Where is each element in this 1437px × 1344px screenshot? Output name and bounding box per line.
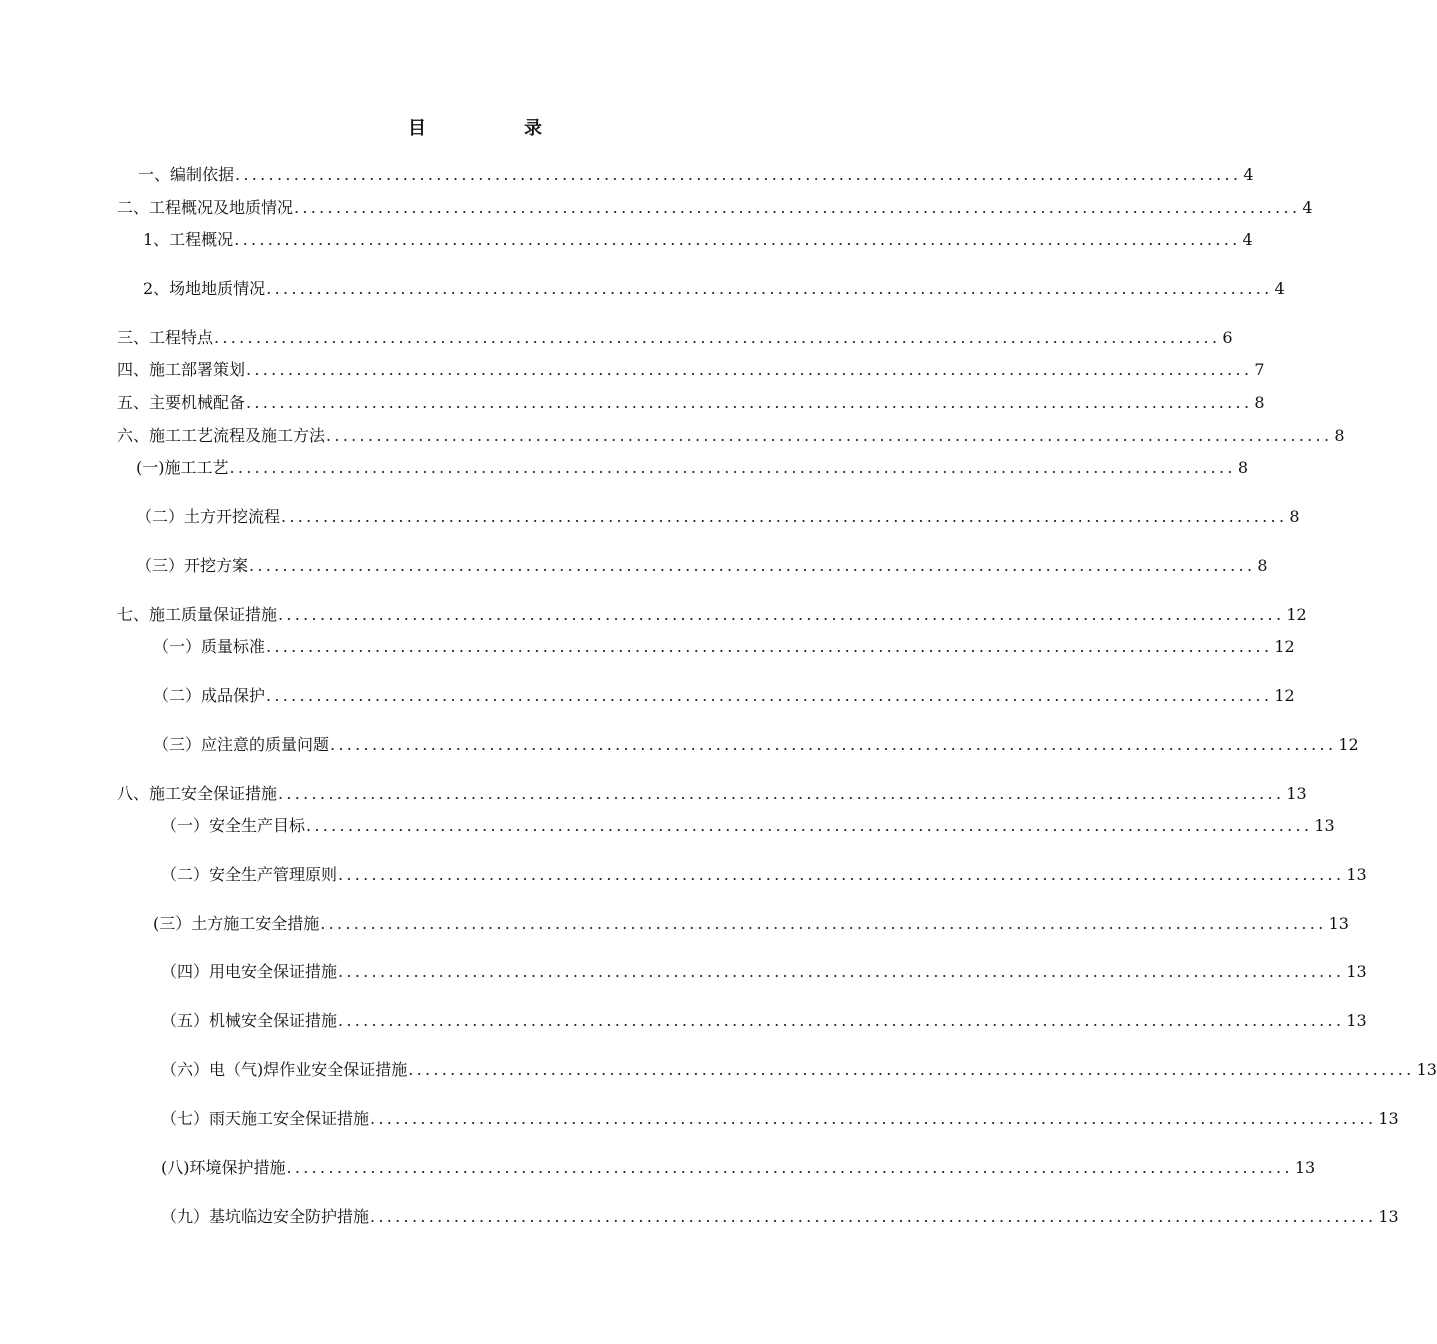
toc-entry-page: 13	[1314, 816, 1335, 835]
toc-entry-page: 13	[1346, 962, 1367, 981]
toc-entry-24[interactable]	[161, 1157, 1316, 1179]
toc-entry-14[interactable]	[153, 685, 1295, 707]
toc-entry-label: （九）基坑临边安全防护措施	[161, 1207, 370, 1226]
dot-leader: ........................................................................................................................	[306, 816, 1313, 835]
dot-leader: ........................................................................................................................	[278, 784, 1285, 803]
toc-entry-25[interactable]	[161, 1206, 1399, 1228]
toc-entry-page: 13	[1286, 784, 1307, 803]
toc-entry-page: 4	[1242, 230, 1253, 249]
toc-entry-4[interactable]	[143, 278, 1285, 300]
toc-entry-page: 8	[1289, 507, 1300, 526]
toc-entry-2[interactable]	[117, 197, 1313, 219]
toc-entry-label: 二、工程概况及地质情况	[117, 198, 294, 217]
dot-leader: ........................................................................................................................	[235, 165, 1242, 184]
toc-entry-page: 8	[1237, 458, 1248, 477]
toc-entry-page: 13	[1328, 914, 1349, 933]
dot-leader: ........................................................................................................................	[408, 1060, 1415, 1079]
toc-entry-5[interactable]	[117, 327, 1233, 349]
toc-entry-label: 1、工程概况	[143, 230, 234, 249]
toc-entry-page: 12	[1274, 637, 1295, 656]
dot-leader: ........................................................................................................................	[370, 1207, 1377, 1226]
toc-entry-16[interactable]	[117, 783, 1307, 805]
toc-entry-13[interactable]	[153, 636, 1295, 658]
toc-entry-page: 13	[1294, 1158, 1316, 1177]
dot-leader: ........................................................................................................................	[234, 230, 1241, 249]
toc-entry-label: 四、施工部署策划	[117, 360, 246, 379]
toc-entry-page: 13	[1416, 1060, 1437, 1079]
toc-entry-20[interactable]	[161, 961, 1367, 983]
toc-entry-page: 4	[1243, 165, 1254, 184]
toc-entry-label: （一）安全生产目标	[161, 816, 306, 835]
toc-entry-label: 六、施工工艺流程及施工方法	[117, 426, 326, 445]
dot-leader: ........................................................................................................................	[249, 556, 1256, 575]
toc-entry-label: （五）机械安全保证措施	[161, 1011, 338, 1030]
dot-leader: ........................................................................................................................	[338, 1011, 1345, 1030]
toc-entry-page: 13	[1378, 1109, 1399, 1128]
dot-leader: ........................................................................................................................	[266, 686, 1273, 705]
toc-entry-label: （一）质量标准	[153, 637, 266, 656]
dot-leader: ........................................................................................................................	[338, 865, 1345, 884]
toc-entry-3[interactable]	[143, 229, 1253, 251]
toc-entry-21[interactable]	[161, 1010, 1367, 1032]
toc-entry-label: 一、编制依据	[138, 165, 235, 184]
toc-entry-label: （六）电（气)焊作业安全保证措施	[161, 1060, 408, 1079]
toc-entry-18[interactable]	[161, 864, 1367, 886]
dot-leader: ........................................................................................................................	[246, 393, 1253, 412]
dot-leader: ........................................................................................................................	[214, 328, 1221, 347]
dot-leader: ........................................................................................................................	[281, 507, 1288, 526]
toc-entry-22[interactable]	[161, 1059, 1437, 1081]
dot-leader: ........................................................................................................................	[246, 360, 1253, 379]
toc-entry-label: 八、施工安全保证措施	[117, 784, 278, 803]
dot-leader: ........................................................................................................................	[330, 735, 1337, 754]
toc-entry-label: （二）成品保护	[153, 686, 266, 705]
toc-entry-page: 12	[1338, 735, 1359, 754]
toc-entry-label: 五、主要机械配备	[117, 393, 246, 412]
dot-leader: ........................................................................................................................	[278, 605, 1285, 624]
toc-entry-page: 13	[1378, 1207, 1399, 1226]
toc-entry-1[interactable]	[138, 164, 1254, 186]
dot-leader: ........................................................................................................................	[320, 914, 1327, 933]
toc-entry-label: （二）土方开挖流程	[136, 507, 281, 526]
dot-leader: ........................................................................................................................	[266, 279, 1273, 298]
toc-entry-label: （二）安全生产管理原则	[161, 865, 338, 884]
toc-entry-label: （三）开挖方案	[136, 556, 249, 575]
toc-entry-page: 8	[1257, 556, 1268, 575]
toc-entry-label: (八)环境保护措施	[161, 1158, 286, 1177]
dot-leader: ........................................................................................................................	[370, 1109, 1377, 1128]
toc-entry-6[interactable]	[117, 359, 1265, 381]
toc-entry-label: (一)施工工艺	[136, 458, 229, 477]
toc-entry-label: 三、工程特点	[117, 328, 214, 347]
toc-entry-8[interactable]	[117, 425, 1345, 447]
dot-leader: ........................................................................................................................	[294, 198, 1301, 217]
page-title: 目 录	[408, 118, 582, 139]
toc-entry-11[interactable]	[136, 555, 1268, 577]
toc-entry-label: 七、施工质量保证措施	[117, 605, 278, 624]
toc-entry-12[interactable]	[117, 604, 1307, 626]
toc-entry-7[interactable]	[117, 392, 1265, 414]
toc-entry-label: （三）应注意的质量问题	[153, 735, 330, 754]
toc-entry-19[interactable]	[153, 913, 1349, 935]
toc-entry-17[interactable]	[161, 815, 1335, 837]
toc-entry-page: 4	[1302, 198, 1313, 217]
toc-entry-page: 13	[1346, 865, 1367, 884]
toc-entry-page: 12	[1274, 686, 1295, 705]
toc-entry-23[interactable]	[161, 1108, 1399, 1130]
toc-entry-page: 8	[1334, 426, 1345, 445]
dot-leader: ........................................................................................................................	[266, 637, 1273, 656]
dot-leader: ........................................................................................................................	[229, 458, 1236, 477]
toc-entry-9[interactable]	[136, 457, 1248, 479]
toc-entry-page: 4	[1274, 279, 1285, 298]
toc-entry-15[interactable]	[153, 734, 1359, 756]
toc-entry-page: 7	[1254, 360, 1265, 379]
dot-leader: ........................................................................................................................	[338, 962, 1345, 981]
toc-entry-label: (三）土方施工安全措施	[153, 914, 320, 933]
toc-entry-page: 13	[1346, 1011, 1367, 1030]
toc-entry-page: 12	[1286, 605, 1307, 624]
toc-entry-label: （四）用电安全保证措施	[161, 962, 338, 981]
toc-entry-label: 2、场地地质情况	[143, 279, 266, 298]
dot-leader: ........................................................................................................................	[286, 1158, 1293, 1177]
toc-entry-10[interactable]	[136, 506, 1300, 528]
toc-entry-page: 6	[1222, 328, 1233, 347]
dot-leader: ........................................................................................................................	[326, 426, 1333, 445]
toc-entry-page: 8	[1254, 393, 1265, 412]
toc-entry-label: （七）雨天施工安全保证措施	[161, 1109, 370, 1128]
